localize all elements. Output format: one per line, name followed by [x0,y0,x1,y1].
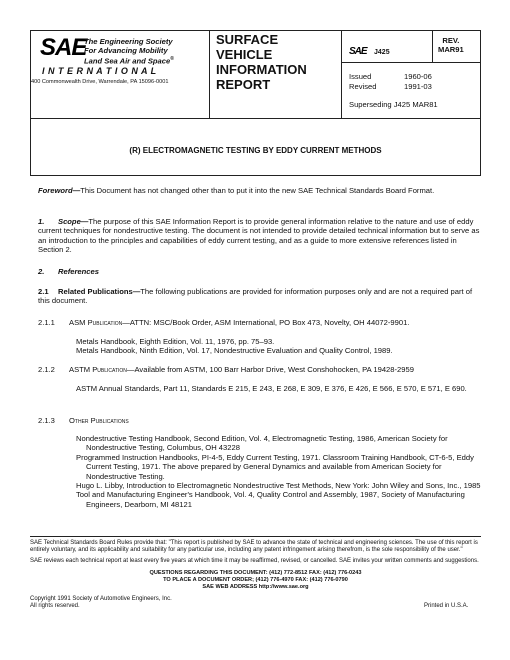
org-name: The Engineering Society For Advancing Mobility Land Sea Air and Space® [84,37,174,66]
contact-info: QUESTIONS REGARDING THIS DOCUMENT: (412) 772-8512 FAX: (412) 776-0243 TO PLACE A DOCUMENT ORDER; (412) 776-4970 FAX: (412) 776-0790 SAE WEB ADDRESS http://www.sae.org [149,570,362,590]
section-2-1: 2.1 Related Publications—The following publications are provided for information purposes only and are not a required part of this document. [38,287,473,306]
superseding: Superseding J425 MAR81 [349,100,438,109]
document-title: (R) ELECTROMAGNETIC TESTING BY EDDY CURRENT METHODS [129,146,382,155]
address: 400 Commonwealth Drive, Warrendale, PA 15096-0001 [31,79,169,85]
section-1: 1. Scope—The purpose of this SAE Information Report is to provide general information relative to the nature and use of eddy current techniques for nondestructive testing. The document is not intended to provide detailed technical information but to serve as an introduction to the principles and capabilities of eddy current testing, and as a guide to more extensive references listed in Section 2. [38,217,480,255]
printed-in: Printed in U.S.A. [424,603,469,609]
list-item: ASTM Annual Standards, Part 11, Standards E 215, E 243, E 268, E 309, E 376, E 426, E 566, E 570, E 571, E 690. [76,384,467,393]
revision-cell: REV. MAR91 [438,36,464,54]
list-item: Tool and Manufacturing Engineer's Handbook, Vol. 4, Quality Control and Assembly, 1987, Society of Manufacturing Engineers, Dearborn, MI 48121 [76,490,465,509]
report-title: SURFACE VEHICLE INFORMATION REPORT [216,32,307,92]
doc-number: J425 [374,49,390,56]
foreword: Foreword—This Document has not changed other than to put it into the new SAE Technical Standards Board Format. [38,186,435,195]
copyright: Copyright 1991 Society of Automotive Engineers, Inc. All rights reserved. [30,596,172,610]
list-item: Metals Handbook, Eighth Edition, Vol. 11, 1976, pp. 75–93. [76,337,275,346]
divider [432,31,433,62]
sae-small-logo: SAE [349,46,367,57]
section-2-1-1-items [76,337,482,356]
list-item: Nondestructive Testing Handbook, Second Edition, Vol. 4, Electromagnetic Testing, 1986, American Society for Nondestructive Testing, Columbus, OH 43228 [76,434,448,453]
sae-logo: SAE [40,34,87,61]
review-notice: SAE reviews each technical report at least every five years at which time it may be reaffirmed, revised, or cancelled. SAE invites your written comments and suggestions. [30,558,479,564]
divider [209,31,210,118]
section-2-1-3-items [76,434,482,509]
section-2-1-1: 2.1.1 ASM Publication—ATTN: MSC/Book Order, ASM International, PO Box 473, Novelty, OH 44072-9901. [38,318,410,327]
list-item: Metals Handbook, Ninth Edition, Vol. 17, Nondestructive Evaluation and Quality Control, 1989. [76,346,393,356]
list-item: Hugo L. Libby, Introduction to Electromagnetic Nondestructive Test Methods, New York: John Wiley and Sons, Inc., 1985 [76,481,481,491]
dates: Issued 1960-06 Revised 1991-03 [349,72,432,91]
international-wordmark: I N T E R N A T I O N A L [42,66,157,76]
doc-number-cell [349,41,390,59]
section-2-1-3: 2.1.3 Other Publications [38,416,129,425]
section-2-1-2: 2.1.2 ASTM Publication—Available from ASTM, 100 Barr Harbor Drive, West Conshohocken, PA 19428-2959 [38,365,414,374]
section-2: 2. References [38,267,99,276]
divider [341,31,342,118]
board-rules: SAE Technical Standards Board Rules provide that: "This report is published by SAE to advance the state of technical and engineering sciences. The use of this report is entirely voluntary, and its applicability and suitability for any particular use, including any patent infringement arising therefrom, is the sole responsibility of the user." [30,540,478,554]
footer-rule [30,536,481,537]
divider [341,62,480,63]
list-item: Programmed Instruction Handbooks, PI-4-5, Eddy Current Testing, 1971. Classroom Training Handbook, CT-6-5, Eddy Current Testing, 1971. The above prepared by General Dynamics and available from American Society for Nondestructive Testing. [76,452,474,481]
